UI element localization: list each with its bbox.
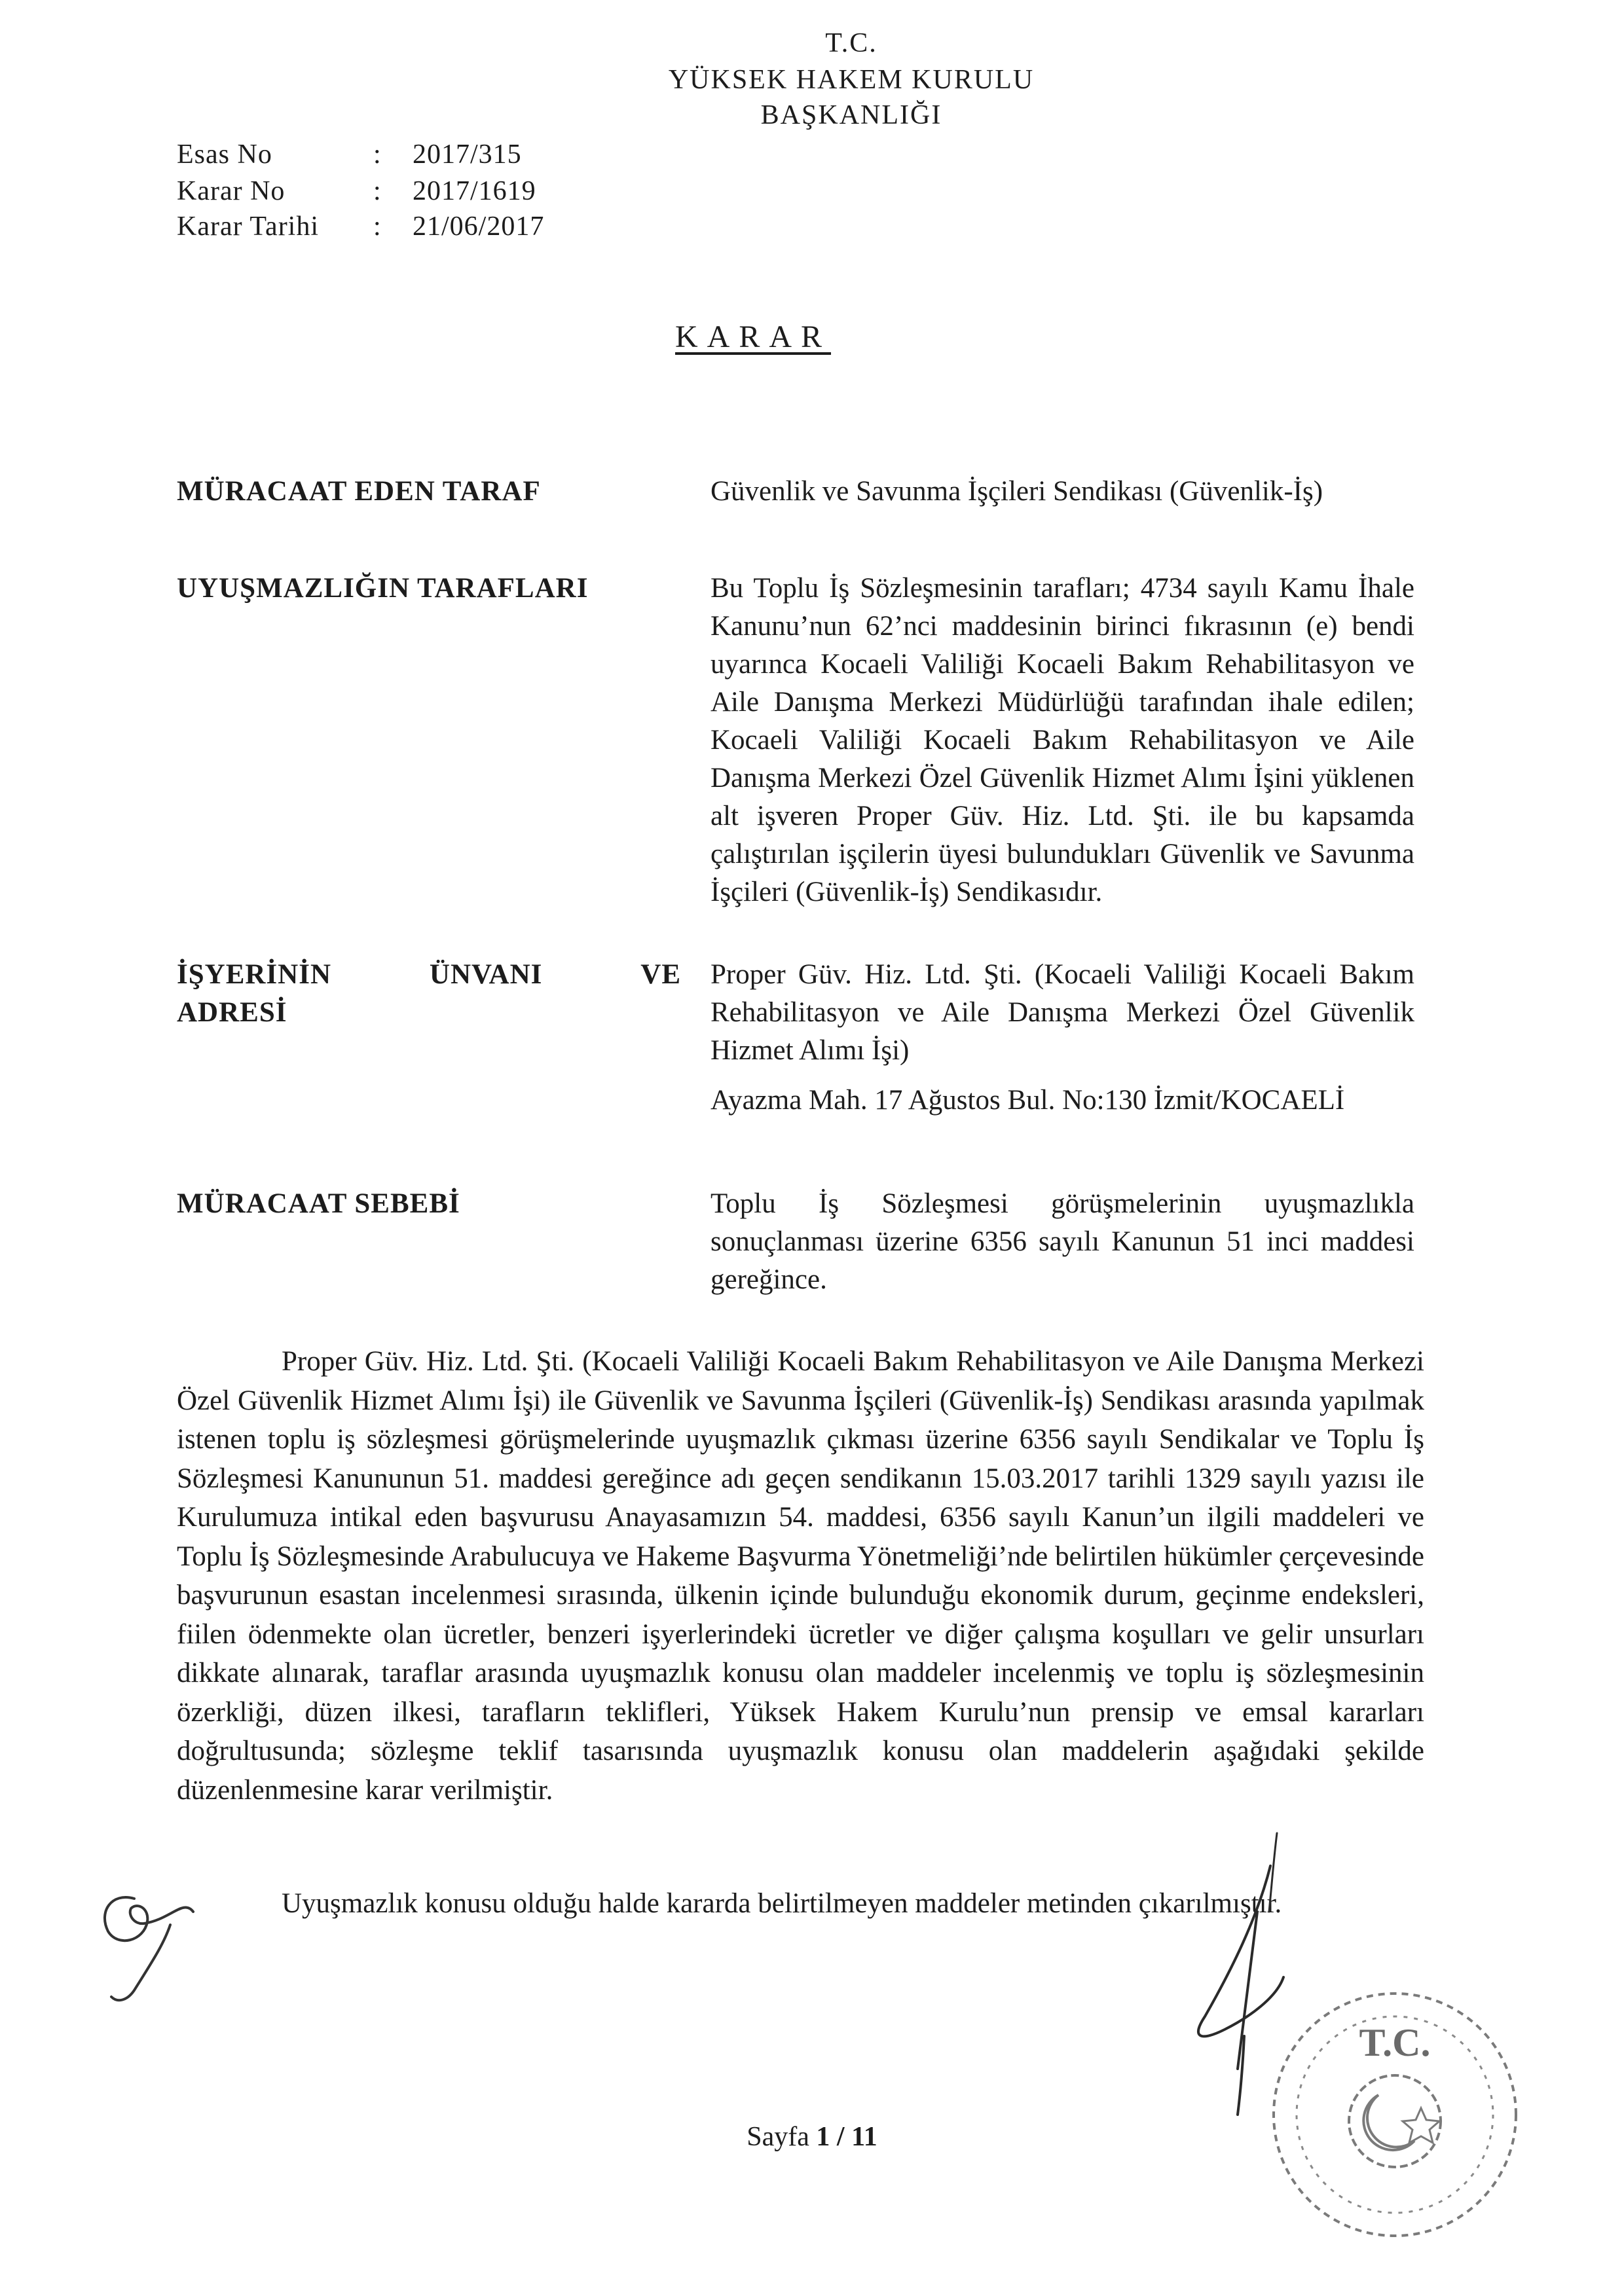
header-line-tc: T.C. — [825, 28, 877, 58]
meta-colon: : — [373, 139, 382, 170]
seal-text: T.C. — [1359, 2021, 1431, 2064]
page-current: 1 — [816, 2122, 830, 2152]
label-taraflar: UYUŞMAZLIĞIN TARAFLARI — [177, 573, 589, 604]
meta-value: 21/06/2017 — [413, 211, 545, 242]
label-word: ÜNVANI — [429, 959, 543, 990]
official-seal-icon — [1264, 1984, 1526, 2246]
meta-value: 2017/1619 — [413, 176, 536, 206]
header-line-presidency: BAŞKANLIĞI — [760, 100, 942, 130]
document-title: KARAR — [674, 319, 832, 354]
label-isyeri-line1 — [177, 956, 681, 994]
meta-label: Karar No — [177, 176, 286, 206]
body-paragraph-2: Uyuşmazlık konusu olduğu halde kararda belirtilmeyen maddeler metinden çıkarılmıştır. — [282, 1888, 1282, 1919]
text-isyeri-address: Ayazma Mah. 17 Ağustos Bul. No:130 İzmit/KOCAELİ — [710, 1085, 1345, 1116]
meta-colon: : — [373, 211, 382, 242]
label-word: VE — [640, 959, 681, 990]
meta-esas-no — [177, 139, 522, 170]
page-number — [0, 2121, 1624, 2153]
meta-label: Esas No — [177, 139, 272, 170]
text-taraflar: Bu Toplu İş Sözleşmesinin tarafları; 4734 sayılı Kamu İhale Kanunu’nun 62’nci maddesinin birinci fıkrasının (e) bendi uyarınca Kocaeli Valiliği Kocaeli Bakım Rehabilitasyon ve Aile Danışma Merkezi Müdürlüğü tarafından ihale edilen; Kocaeli Valiliği Kocaeli Bakım Rehabilitasyon ve Aile Danışma Merkezi Özel Güvenlik Hizmet Alımı İşini yüklenen alt işveren Proper Güv. Hiz. Ltd. Şti. ile bu kapsamda çalıştırılan işçilerin üyesi bulundukları Güvenlik ve Savunma İşçileri (Güvenlik-İş) Sendikasıdır. — [710, 573, 1414, 907]
page-total: 11 — [851, 2122, 877, 2152]
header-line-institution: YÜKSEK HAKEM KURULU — [668, 65, 1035, 95]
page-prefix: Sayfa — [747, 2122, 809, 2152]
meta-label: Karar Tarihi — [177, 211, 320, 242]
label-word: İŞYERİNİN — [177, 959, 332, 990]
meta-colon: : — [373, 176, 382, 206]
meta-value: 2017/315 — [413, 139, 522, 170]
text-muracaat-eden: Güvenlik ve Savunma İşçileri Sendikası (Güvenlik-İş) — [710, 476, 1323, 507]
text-isyeri: Proper Güv. Hiz. Ltd. Şti. (Kocaeli Valiliği Kocaeli Bakım Rehabilitasyon ve Aile Danışma Merkezi Özel Güvenlik Hizmet Alımı İşi) — [710, 959, 1414, 1066]
text-sebep: Toplu İş Sözleşmesi görüşmelerinin uyuşmazlıkla sonuçlanması üzerine 6356 sayılı Kanunun 51 inci maddesi gereğince. — [710, 1188, 1414, 1295]
initials-signature — [72, 1886, 203, 2010]
label-isyeri-line2: ADRESİ — [177, 997, 287, 1028]
page-separator: / — [836, 2122, 845, 2152]
meta-karar-no — [177, 175, 536, 207]
body-paragraph-1: Proper Güv. Hiz. Ltd. Şti. (Kocaeli Valiliği Kocaeli Bakım Rehabilitasyon ve Aile Danışma Merkezi Özel Güvenlik Hizmet Alımı İşi) ile Güvenlik ve Savunma İşçileri (Güvenlik-İş) Sendikası arasında yapılmak istenen toplu iş sözleşmesi görüşmelerinde uyuşmazlık çıkması üzerine 6356 sayılı Sendikalar ve Toplu İş Sözleşmesi Kanununun 51. maddesi gereğince adı geçen sendikanın 15.03.2017 tarihli 1329 sayılı yazısı ile Kurulumuza intikal eden başvurusu Anayasamızın 54. maddesi, 6356 sayılı Kanun’un ilgili maddeleri ve Toplu İş Sözleşmesinde Arabulucuya ve Hakeme Başvurma Yönetmeliği’nde belirtilen hükümler çerçevesinde başvurunun esastan incelenmesi sırasında, ülkenin içinde bulunduğu ekonomik durum, geçinme endeksleri, fiilen ödenmekte olan ücretler, benzeri işyerlerindeki ücretler ve diğer çalışma koşulları ve gelir unsurları dikkate alınarak, taraflar arasında uyuşmazlık konusu olan maddeler incelenmiş ve toplu iş sözleşmesinin özerkliği, düzen ilkesi, tarafların teklifleri, Yüksek Hakem Kurulu’nun prensip ve emsal kararları doğrultusunda; sözleşme teklif tasarısında uyuşmazlık konusu olan maddelerin aşağıdaki şekilde düzenlenmesine karar verilmiştir. — [177, 1346, 1424, 1806]
meta-karar-tarihi — [177, 211, 544, 242]
label-sebep: MÜRACAAT SEBEBİ — [177, 1188, 460, 1219]
label-muracaat-eden: MÜRACAAT EDEN TARAF — [177, 476, 541, 507]
